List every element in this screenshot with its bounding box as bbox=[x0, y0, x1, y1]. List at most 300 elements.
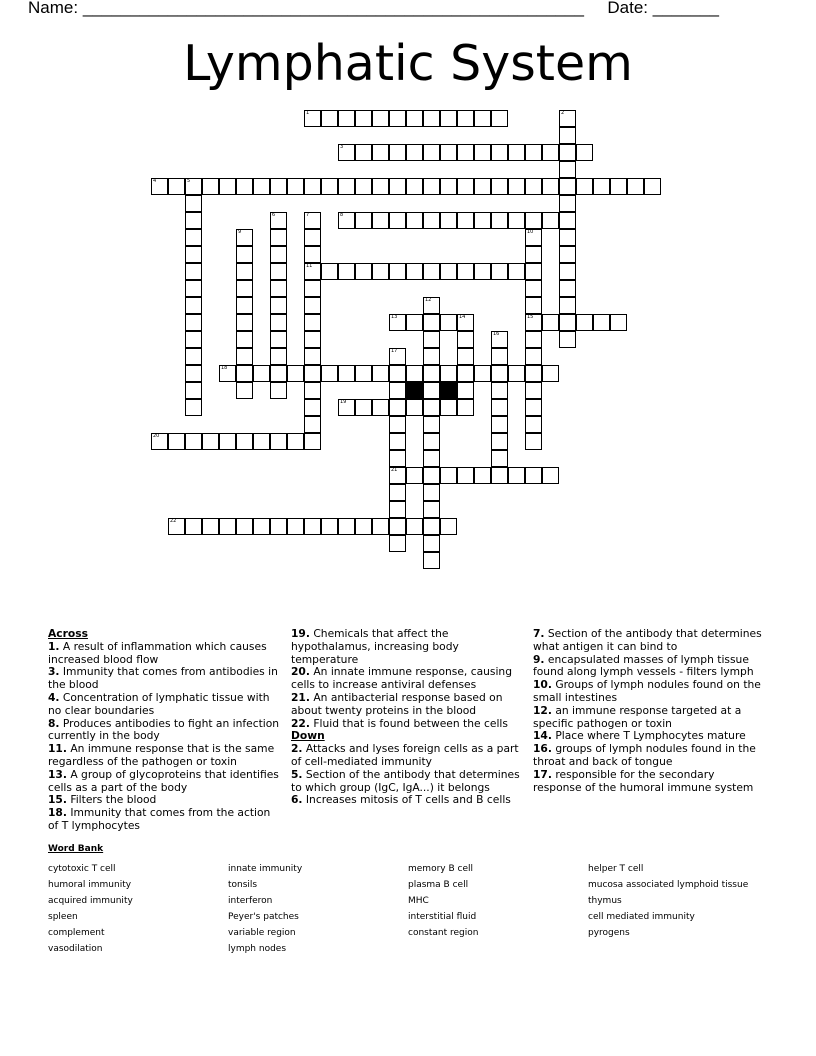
crossword-cell[interactable] bbox=[423, 467, 440, 484]
crossword-cell[interactable] bbox=[287, 433, 304, 450]
crossword-cell[interactable] bbox=[355, 365, 372, 382]
crossword-cell[interactable] bbox=[389, 212, 406, 229]
crossword-cell[interactable] bbox=[304, 399, 321, 416]
crossword-cell[interactable] bbox=[423, 348, 440, 365]
crossword-cell[interactable] bbox=[236, 178, 253, 195]
crossword-cell[interactable] bbox=[389, 416, 406, 433]
crossword-cell[interactable] bbox=[389, 365, 406, 382]
crossword-cell[interactable] bbox=[270, 518, 287, 535]
crossword-cell[interactable] bbox=[321, 365, 338, 382]
crossword-cell[interactable] bbox=[338, 178, 355, 195]
crossword-cell[interactable] bbox=[440, 365, 457, 382]
crossword-cell[interactable] bbox=[627, 178, 644, 195]
crossword-cell[interactable] bbox=[593, 314, 610, 331]
crossword-cell[interactable] bbox=[423, 110, 440, 127]
crossword-cell[interactable] bbox=[423, 552, 440, 569]
clue-number-label: 10. bbox=[533, 678, 552, 692]
crossword-cell[interactable] bbox=[304, 110, 321, 127]
clue-number-label: 16. bbox=[533, 742, 552, 756]
crossword-cell[interactable] bbox=[474, 110, 491, 127]
crossword-cell[interactable] bbox=[355, 263, 372, 280]
crossword-cell[interactable] bbox=[151, 433, 168, 450]
crossword-cell[interactable] bbox=[185, 212, 202, 229]
crossword-cell[interactable] bbox=[457, 110, 474, 127]
crossword-cell[interactable] bbox=[389, 144, 406, 161]
crossword-cell[interactable] bbox=[542, 467, 559, 484]
crossword-cell[interactable] bbox=[236, 348, 253, 365]
crossword-cell[interactable] bbox=[304, 263, 321, 280]
crossword-cell[interactable] bbox=[457, 365, 474, 382]
crossword-cell[interactable] bbox=[525, 297, 542, 314]
crossword-cell[interactable] bbox=[525, 467, 542, 484]
crossword-cell[interactable] bbox=[168, 178, 185, 195]
crossword-cell[interactable] bbox=[372, 263, 389, 280]
crossword-cell[interactable] bbox=[423, 365, 440, 382]
crossword-cell[interactable] bbox=[185, 382, 202, 399]
crossword-cell[interactable] bbox=[525, 246, 542, 263]
crossword-cell[interactable] bbox=[321, 263, 338, 280]
crossword-cell[interactable] bbox=[304, 212, 321, 229]
clue-number: 18 bbox=[221, 365, 228, 371]
crossword-cell[interactable] bbox=[406, 399, 423, 416]
crossword-cell[interactable] bbox=[508, 263, 525, 280]
crossword-cell[interactable] bbox=[610, 178, 627, 195]
clue-text: Immunity that comes from the action of T lymphocytes bbox=[48, 806, 271, 832]
crossword-cell[interactable] bbox=[593, 178, 610, 195]
crossword-cell[interactable] bbox=[321, 178, 338, 195]
crossword-cell[interactable] bbox=[270, 365, 287, 382]
crossword-cell[interactable] bbox=[185, 263, 202, 280]
crossword-cell[interactable] bbox=[406, 144, 423, 161]
crossword-cell[interactable] bbox=[372, 110, 389, 127]
crossword-cell[interactable] bbox=[508, 467, 525, 484]
crossword-cell[interactable] bbox=[559, 331, 576, 348]
crossword-cell[interactable] bbox=[491, 110, 508, 127]
crossword-cell[interactable] bbox=[491, 263, 508, 280]
crossword-cell[interactable] bbox=[525, 263, 542, 280]
crossword-cell[interactable] bbox=[491, 365, 508, 382]
crossword-cell[interactable] bbox=[270, 263, 287, 280]
crossword-cell[interactable] bbox=[491, 450, 508, 467]
crossword-cell[interactable] bbox=[304, 314, 321, 331]
crossword-cell[interactable] bbox=[423, 331, 440, 348]
crossword-cell[interactable] bbox=[389, 467, 406, 484]
crossword-cell[interactable] bbox=[389, 450, 406, 467]
crossword-cell[interactable] bbox=[168, 433, 185, 450]
crossword-cell[interactable] bbox=[202, 518, 219, 535]
crossword-cell[interactable] bbox=[423, 501, 440, 518]
crossword-cell[interactable] bbox=[457, 331, 474, 348]
clue-number-label: 15. bbox=[48, 793, 67, 807]
crossword-cell[interactable] bbox=[372, 212, 389, 229]
crossword-cell[interactable] bbox=[236, 314, 253, 331]
crossword-cell[interactable] bbox=[185, 348, 202, 365]
clue-item bbox=[291, 743, 523, 769]
clue-text: Immunity that comes from antibodies in the blood bbox=[48, 665, 278, 692]
crossword-cell[interactable] bbox=[508, 212, 525, 229]
crossword-cell[interactable] bbox=[270, 178, 287, 195]
crossword-cell[interactable] bbox=[440, 212, 457, 229]
crossword-cell[interactable] bbox=[270, 297, 287, 314]
crossword-cell[interactable] bbox=[287, 365, 304, 382]
crossword-cell[interactable] bbox=[185, 365, 202, 382]
crossword-cell[interactable] bbox=[253, 178, 270, 195]
crossword-cell[interactable] bbox=[253, 365, 270, 382]
crossword-cell[interactable] bbox=[542, 144, 559, 161]
crossword-cell[interactable] bbox=[185, 229, 202, 246]
crossword-cell[interactable] bbox=[440, 110, 457, 127]
clue-text: Section of the antibody that determines to which group (IgC, IgA...) it belongs bbox=[291, 767, 520, 794]
word-bank-column bbox=[588, 861, 768, 941]
crossword-cell[interactable] bbox=[423, 212, 440, 229]
clue-text: Chemicals that affect the hypothalamus, increasing body temperature bbox=[291, 627, 459, 666]
crossword-cell[interactable] bbox=[525, 399, 542, 416]
crossword-cell[interactable] bbox=[389, 484, 406, 501]
clue-number-label: 11. bbox=[48, 742, 67, 756]
crossword-cell[interactable] bbox=[474, 144, 491, 161]
crossword-cell[interactable] bbox=[491, 331, 508, 348]
crossword-cell[interactable] bbox=[389, 110, 406, 127]
crossword-cell[interactable] bbox=[236, 433, 253, 450]
crossword-cell[interactable] bbox=[525, 314, 542, 331]
word-bank-item: humoral immunity bbox=[48, 880, 132, 890]
crossword-cell[interactable] bbox=[236, 280, 253, 297]
crossword-cell[interactable] bbox=[287, 178, 304, 195]
crossword-cell[interactable] bbox=[185, 331, 202, 348]
crossword-cell[interactable] bbox=[270, 433, 287, 450]
clues-section bbox=[0, 628, 816, 848]
crossword-cell[interactable] bbox=[185, 195, 202, 212]
crossword-cell[interactable] bbox=[389, 433, 406, 450]
crossword-cell[interactable] bbox=[236, 263, 253, 280]
crossword-cell[interactable] bbox=[576, 178, 593, 195]
crossword-cell[interactable] bbox=[457, 144, 474, 161]
crossword-cell[interactable] bbox=[151, 178, 168, 195]
crossword-cell[interactable] bbox=[185, 399, 202, 416]
crossword-cell[interactable] bbox=[389, 263, 406, 280]
crossword-cell[interactable] bbox=[219, 365, 236, 382]
crossword-cell[interactable] bbox=[355, 399, 372, 416]
crossword-cell[interactable] bbox=[406, 518, 423, 535]
clue-text: An immune response that is the same regardless of the pathogen or toxin bbox=[48, 742, 275, 768]
crossword-cell[interactable] bbox=[423, 144, 440, 161]
clue-number-label: 13. bbox=[48, 767, 67, 781]
crossword-cell[interactable] bbox=[389, 348, 406, 365]
clues-column-3 bbox=[533, 628, 765, 794]
crossword-cell[interactable] bbox=[168, 518, 185, 535]
crossword-cell[interactable] bbox=[270, 382, 287, 399]
crossword-cell[interactable] bbox=[423, 535, 440, 552]
crossword-cell[interactable] bbox=[423, 416, 440, 433]
crossword-cell[interactable] bbox=[185, 246, 202, 263]
crossword-cell[interactable] bbox=[406, 314, 423, 331]
crossword-cell[interactable] bbox=[236, 229, 253, 246]
crossword-cell[interactable] bbox=[559, 195, 576, 212]
crossword-cell[interactable] bbox=[457, 399, 474, 416]
crossword-cell[interactable] bbox=[219, 518, 236, 535]
crossword-cell[interactable] bbox=[406, 263, 423, 280]
clue-number: 9 bbox=[238, 229, 242, 235]
clue-number: 22 bbox=[170, 518, 177, 524]
clue-number: 12 bbox=[425, 297, 432, 303]
word-bank-item: cell mediated immunity bbox=[588, 912, 695, 922]
crossword-cell[interactable] bbox=[559, 161, 576, 178]
crossword-cell[interactable] bbox=[304, 297, 321, 314]
crossword-cell[interactable] bbox=[287, 518, 304, 535]
word-bank-item: lymph nodes bbox=[228, 944, 287, 954]
crossword-cell[interactable] bbox=[440, 144, 457, 161]
crossword-cell[interactable] bbox=[389, 501, 406, 518]
name-label: Name: bbox=[28, 0, 79, 17]
crossword-cell[interactable] bbox=[338, 365, 355, 382]
crossword-cell[interactable] bbox=[559, 314, 576, 331]
crossword-cell[interactable] bbox=[202, 178, 219, 195]
crossword-cell[interactable] bbox=[559, 178, 576, 195]
crossword-cell[interactable] bbox=[236, 331, 253, 348]
crossword-cell[interactable] bbox=[185, 518, 202, 535]
crossword-cell[interactable] bbox=[423, 399, 440, 416]
crossword-cell[interactable] bbox=[610, 314, 627, 331]
crossword-cell[interactable] bbox=[389, 399, 406, 416]
crossword-cell[interactable] bbox=[355, 144, 372, 161]
crossword-cell[interactable] bbox=[525, 331, 542, 348]
crossword-cell[interactable] bbox=[321, 110, 338, 127]
crossword-cell[interactable] bbox=[355, 110, 372, 127]
crossword-cell[interactable] bbox=[457, 263, 474, 280]
crossword-cell[interactable] bbox=[219, 433, 236, 450]
clue-number: 19 bbox=[340, 399, 347, 405]
crossword-cell[interactable] bbox=[491, 178, 508, 195]
crossword-cell[interactable] bbox=[253, 433, 270, 450]
crossword-cell[interactable] bbox=[236, 382, 253, 399]
crossword-cell[interactable] bbox=[440, 518, 457, 535]
crossword-cell[interactable] bbox=[457, 467, 474, 484]
crossword-cell[interactable] bbox=[559, 297, 576, 314]
clue-text: Increases mitosis of T cells and B cells bbox=[302, 793, 511, 807]
crossword-cell[interactable] bbox=[389, 535, 406, 552]
crossword-cell[interactable] bbox=[406, 467, 423, 484]
crossword-cell[interactable] bbox=[372, 178, 389, 195]
crossword-cell[interactable] bbox=[508, 144, 525, 161]
crossword-cell[interactable] bbox=[559, 127, 576, 144]
crossword-cell[interactable] bbox=[202, 433, 219, 450]
crossword-cell[interactable] bbox=[576, 144, 593, 161]
clue-item bbox=[48, 641, 280, 667]
crossword-cell[interactable] bbox=[525, 144, 542, 161]
crossword-cell[interactable] bbox=[304, 280, 321, 297]
crossword-cell[interactable] bbox=[491, 144, 508, 161]
crossword-cell[interactable] bbox=[406, 110, 423, 127]
crossword-cell[interactable] bbox=[644, 178, 661, 195]
crossword-cell[interactable] bbox=[372, 399, 389, 416]
crossword-cell[interactable] bbox=[372, 365, 389, 382]
clue-item bbox=[533, 705, 765, 731]
crossword-cell[interactable] bbox=[525, 229, 542, 246]
crossword-cell[interactable] bbox=[508, 178, 525, 195]
crossword-cell[interactable] bbox=[525, 382, 542, 399]
crossword-cell[interactable] bbox=[304, 433, 321, 450]
crossword-cell[interactable] bbox=[440, 178, 457, 195]
crossword-cell[interactable] bbox=[457, 178, 474, 195]
crossword-cell[interactable] bbox=[389, 518, 406, 535]
crossword-cell[interactable] bbox=[423, 518, 440, 535]
crossword-cell[interactable] bbox=[508, 365, 525, 382]
crossword-cell[interactable] bbox=[457, 314, 474, 331]
clue-text: Concentration of lymphatic tissue with no clear boundaries bbox=[48, 690, 270, 717]
crossword-cell[interactable] bbox=[270, 280, 287, 297]
crossword-cell[interactable] bbox=[304, 246, 321, 263]
crossword-cell[interactable] bbox=[474, 263, 491, 280]
clue-number: 20 bbox=[153, 433, 160, 439]
clue-number: 11 bbox=[306, 263, 313, 269]
crossword-cell[interactable] bbox=[185, 314, 202, 331]
crossword-cell[interactable] bbox=[491, 433, 508, 450]
crossword-cell[interactable] bbox=[338, 212, 355, 229]
name-line[interactable]: _____________________________________________________ bbox=[82, 0, 584, 17]
crossword-cell[interactable] bbox=[491, 467, 508, 484]
crossword-cell[interactable] bbox=[559, 263, 576, 280]
clue-number-label: 8. bbox=[48, 716, 60, 730]
crossword-cell[interactable] bbox=[559, 280, 576, 297]
crossword-cell[interactable] bbox=[542, 212, 559, 229]
clue-number-label: 5. bbox=[291, 767, 303, 781]
crossword-cell[interactable] bbox=[474, 212, 491, 229]
crossword-cell[interactable] bbox=[304, 178, 321, 195]
crossword-cell[interactable] bbox=[525, 433, 542, 450]
crossword-cell[interactable] bbox=[338, 110, 355, 127]
crossword-cell[interactable] bbox=[491, 382, 508, 399]
crossword-cell[interactable] bbox=[491, 348, 508, 365]
crossword-cell[interactable] bbox=[457, 348, 474, 365]
crossword-cell[interactable] bbox=[525, 416, 542, 433]
clue-number: 1 bbox=[306, 110, 310, 116]
clue-number-label: 4. bbox=[48, 690, 60, 704]
crossword-cell[interactable] bbox=[355, 212, 372, 229]
crossword-cell[interactable] bbox=[355, 178, 372, 195]
crossword-cell[interactable] bbox=[423, 263, 440, 280]
word-bank-item: tonsils bbox=[228, 880, 258, 890]
crossword-cell[interactable] bbox=[491, 212, 508, 229]
crossword-cell[interactable] bbox=[321, 518, 338, 535]
crossword-cell[interactable] bbox=[236, 297, 253, 314]
clue-item bbox=[291, 692, 523, 718]
crossword-cell[interactable] bbox=[338, 144, 355, 161]
crossword-cell[interactable] bbox=[440, 314, 457, 331]
crossword-cell[interactable] bbox=[304, 518, 321, 535]
crossword-cell[interactable] bbox=[338, 399, 355, 416]
crossword-cell[interactable] bbox=[270, 246, 287, 263]
crossword-cell[interactable] bbox=[423, 297, 440, 314]
word-bank-item: interferon bbox=[228, 896, 273, 906]
crossword-cell[interactable] bbox=[304, 348, 321, 365]
crossword-cell[interactable] bbox=[525, 178, 542, 195]
crossword-cell[interactable] bbox=[338, 518, 355, 535]
crossword-cell[interactable] bbox=[423, 314, 440, 331]
crossword-cell[interactable] bbox=[559, 212, 576, 229]
clue-text: A group of glycoproteins that identifies cells as a part of the body bbox=[48, 767, 279, 794]
crossword-cell[interactable] bbox=[406, 178, 423, 195]
crossword-cell[interactable] bbox=[525, 280, 542, 297]
crossword-cell[interactable] bbox=[440, 263, 457, 280]
date-line[interactable]: _______ bbox=[652, 0, 719, 17]
crossword-cell[interactable] bbox=[423, 450, 440, 467]
crossword-cell[interactable] bbox=[559, 144, 576, 161]
crossword-cell[interactable] bbox=[185, 280, 202, 297]
crossword-cell[interactable] bbox=[406, 212, 423, 229]
crossword-cell[interactable] bbox=[355, 518, 372, 535]
crossword-cell[interactable] bbox=[236, 518, 253, 535]
crossword-cell[interactable] bbox=[304, 331, 321, 348]
crossword-cell[interactable] bbox=[270, 229, 287, 246]
crossword-cell[interactable] bbox=[491, 399, 508, 416]
crossword-cell[interactable] bbox=[525, 212, 542, 229]
crossword-cell[interactable] bbox=[185, 178, 202, 195]
clue-text: A result of inflammation which causes increased blood flow bbox=[48, 639, 267, 666]
word-bank-item: acquired immunity bbox=[48, 896, 133, 906]
crossword-cell[interactable] bbox=[542, 314, 559, 331]
crossword-cell[interactable] bbox=[270, 212, 287, 229]
crossword-cell[interactable] bbox=[457, 382, 474, 399]
crossword-cell[interactable] bbox=[270, 314, 287, 331]
crossword-cell[interactable] bbox=[253, 518, 270, 535]
crossword-cell[interactable] bbox=[372, 144, 389, 161]
crossword-cell[interactable] bbox=[440, 399, 457, 416]
crossword-cell[interactable] bbox=[270, 348, 287, 365]
crossword-cell[interactable] bbox=[474, 365, 491, 382]
clue-item bbox=[48, 807, 280, 833]
crossword-cell[interactable] bbox=[423, 382, 440, 399]
clue-number-label: 21. bbox=[291, 690, 310, 704]
crossword-cell[interactable] bbox=[542, 365, 559, 382]
crossword-cell[interactable] bbox=[423, 433, 440, 450]
black-cell bbox=[406, 382, 423, 399]
clue-number: 8 bbox=[340, 212, 344, 218]
crossword-cell[interactable] bbox=[185, 297, 202, 314]
crossword-cell[interactable] bbox=[576, 314, 593, 331]
crossword-cell[interactable] bbox=[389, 178, 406, 195]
crossword-cell[interactable] bbox=[423, 484, 440, 501]
crossword-cell[interactable] bbox=[559, 229, 576, 246]
crossword-cell[interactable] bbox=[338, 263, 355, 280]
crossword-cell[interactable] bbox=[219, 178, 236, 195]
crossword-cell[interactable] bbox=[406, 365, 423, 382]
crossword-cell[interactable] bbox=[372, 518, 389, 535]
crossword-cell[interactable] bbox=[423, 178, 440, 195]
crossword-cell[interactable] bbox=[389, 314, 406, 331]
crossword-cell[interactable] bbox=[236, 246, 253, 263]
crossword-cell[interactable] bbox=[185, 433, 202, 450]
crossword-cell[interactable] bbox=[304, 365, 321, 382]
crossword-cell[interactable] bbox=[304, 229, 321, 246]
crossword-cell[interactable] bbox=[236, 365, 253, 382]
crossword-cell[interactable] bbox=[304, 382, 321, 399]
crossword-cell[interactable] bbox=[474, 178, 491, 195]
clue-item bbox=[48, 692, 280, 718]
crossword-cell[interactable] bbox=[457, 212, 474, 229]
crossword-cell[interactable] bbox=[389, 382, 406, 399]
crossword-cell[interactable] bbox=[559, 110, 576, 127]
crossword-cell[interactable] bbox=[542, 178, 559, 195]
crossword-cell[interactable] bbox=[440, 467, 457, 484]
crossword-cell[interactable] bbox=[559, 246, 576, 263]
crossword-cell[interactable] bbox=[525, 348, 542, 365]
crossword-cell[interactable] bbox=[525, 365, 542, 382]
crossword-cell[interactable] bbox=[270, 331, 287, 348]
crossword-cell[interactable] bbox=[491, 416, 508, 433]
crossword-cell[interactable] bbox=[304, 416, 321, 433]
clue-item bbox=[533, 743, 765, 769]
crossword-cell[interactable] bbox=[474, 467, 491, 484]
